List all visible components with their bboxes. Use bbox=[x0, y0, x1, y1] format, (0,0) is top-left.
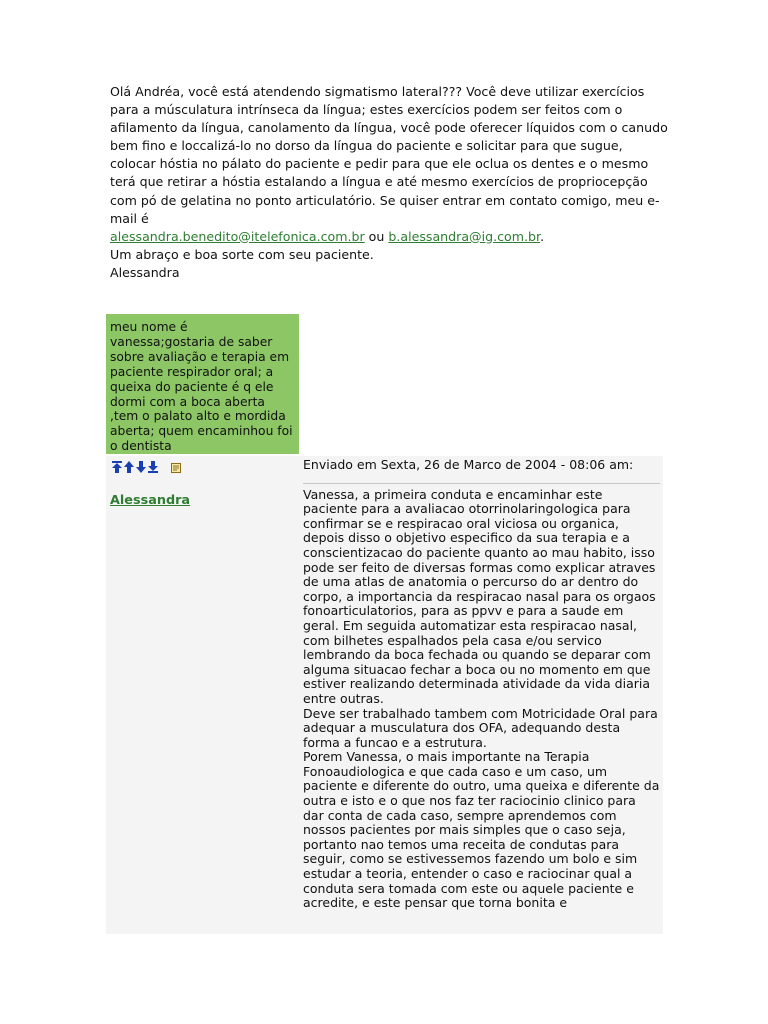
arrow-down-icon[interactable] bbox=[135, 461, 147, 473]
intro-message bbox=[110, 83, 670, 282]
or-text: ou bbox=[368, 228, 385, 244]
arrow-down-bottom-icon[interactable] bbox=[147, 461, 159, 473]
email-link-secondary[interactable]: b.alessandra@ig.com.br bbox=[388, 228, 541, 244]
closing-text: Um abraço e boa sorte com seu paciente. bbox=[110, 246, 374, 262]
post-message-column bbox=[303, 458, 660, 911]
question-box bbox=[106, 314, 299, 454]
post-paragraph: Porem Vanessa, o mais importante na Terapia Fonoaudiologica e que cada caso e um caso, um paciente e diferente do outro, uma queixa e diferente da outra e isto e o que nos faz ter raciocinio clinico para dar conta de cada caso, sempre aprendemos com nossos pacientes por mais simples que o caso seja, portanto nao temos uma receita de condutas para seguir, como se estivessemos fazendo um bolo e sim estudar a teoria, entender o caso e raciocinar qual a conduta sera tomada com este ou aquele paciente e acredite, e este pensar que torna bonita e bbox=[303, 749, 660, 911]
intro-text: Olá Andréa, você está atendendo sigmatismo lateral??? Você deve utilizar exercícios para a músculatura intrínseca da língua; estes exercícios podem ser feitos com o afilamento da língua, canolamento da língua, você pode oferecer líquidos com o canudo bem fino e loccalizá-lo no dorso da língua do paciente e solicitar para que sugue, colocar hóstia no pálato do paciente e pedir para que ele oclua os dentes e o mesmo terá que retirar a hóstia estalando a língua e até mesmo exercícios de propriocepção com pó de gelatina no ponto articulatório. Se quiser entrar em contato comigo, meu e-mail é bbox=[110, 84, 668, 226]
arrow-up-icon[interactable] bbox=[123, 461, 135, 473]
edit-icon[interactable] bbox=[171, 462, 182, 473]
email-link-primary[interactable]: alessandra.benedito@itelefonica.com.br bbox=[110, 228, 365, 244]
intro-paragraph bbox=[110, 83, 670, 246]
post-author-link[interactable]: Alessandra bbox=[110, 493, 191, 508]
post-paragraph: Vanessa, a primeira conduta e encaminhar este paciente para a avaliacao otorrinolaringologica para confirmar se e respiracao oral viciosa ou organica, depois disso o objetivo especifico da sua terapia e a conscientizacao do paciente quanto ao mau habito, isso pode ser feito de diversas formas como explicar atraves de uma atlas de anatomia o percurso do ar dentro do corpo, a importancia da respiracao nasal para os orgaos fonoarticulatorios, para as ppvv e para a saude em geral. Em seguida automatizar esta respiracao nasal, com bilhetes espalhados pela casa e/ou servico lembrando da boca fechada ou quando se deparar com alguma situacao fechar a boca ou no momento em que estiver realizando determinada atividade da vida diaria entre outras. bbox=[303, 486, 656, 706]
forum-post bbox=[106, 456, 663, 934]
post-nav-icons bbox=[111, 460, 182, 474]
post-divider bbox=[303, 483, 660, 484]
period: . bbox=[540, 228, 545, 244]
post-body bbox=[303, 488, 660, 911]
post-timestamp: Enviado em Sexta, 26 de Marco de 2004 - 08:06 am: bbox=[303, 457, 634, 472]
question-text: meu nome é vanessa;gostaria de saber sobre avaliação e terapia em paciente respirador oral; a queixa do paciente é q ele dormi com a boca aberta ,tem o palato alto e mordida aberta; quem encaminhou foi o dentista bbox=[110, 320, 293, 454]
arrow-up-top-icon[interactable] bbox=[111, 461, 123, 473]
post-paragraph: Deve ser trabalhado tambem com Motricidade Oral para adequar a musculatura dos OFA, adequando desta forma a funcao e a estrutura. bbox=[303, 705, 658, 750]
signature: Alessandra bbox=[110, 264, 180, 280]
